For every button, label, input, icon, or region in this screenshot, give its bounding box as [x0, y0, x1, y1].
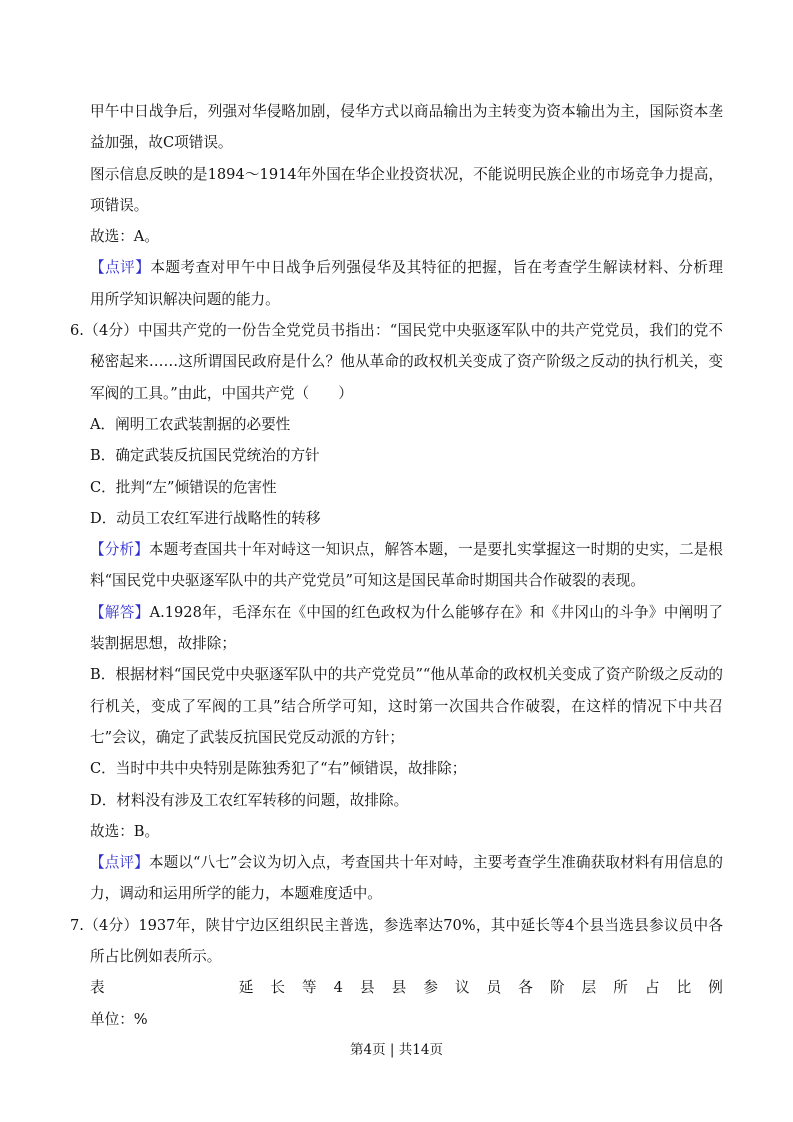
line-text: 项错误。 — [90, 196, 149, 214]
line-text: C．批判“左”倾错误的危害性 — [90, 478, 277, 496]
line-text: A.1928年，毛泽东在《中国的红色政权为什么能够存在》和《井冈山的斗争》中阐明了 — [149, 603, 723, 621]
caption-char: 县 — [360, 979, 375, 997]
text-line — [90, 346, 723, 377]
text-line — [90, 659, 723, 690]
caption-char: 阶 — [549, 979, 565, 997]
text-line — [90, 878, 723, 909]
line-text: 7.（4分）1937年，陕甘宁边区组织民主普选，参选率达70%，其中延长等4个县当选县参议员中各 — [70, 916, 723, 934]
line-text: 用所学知识解决问题的能力。 — [90, 290, 280, 308]
text-line — [90, 785, 723, 816]
line-text: D．材料没有涉及工农红军转移的问题，故排除。 — [90, 791, 409, 809]
text-line — [90, 378, 723, 409]
line-text: B．确定武装反抗国民党统治的方针 — [90, 447, 320, 465]
caption-char: 比 — [676, 979, 692, 997]
section-tag: 【分析】 — [90, 541, 149, 559]
text-line — [90, 472, 723, 503]
text-line — [90, 597, 723, 628]
line-text: 本题考查对甲午中日战争后列强侵华及其特征的把握，旨在考查学生解读材料、分析理 — [150, 259, 723, 277]
caption-char: 占 — [644, 979, 660, 997]
text-line — [90, 190, 723, 221]
section-tag: 【解答】 — [90, 603, 150, 621]
line-text: 料“国民党中央驱逐军队中的共产党党员”可知这是国民革命时期国共合作破裂的表现。 — [90, 572, 645, 590]
unit-label: 单位：% — [90, 1010, 148, 1028]
text-line — [90, 847, 723, 878]
line-text: A．阐明工农武装割据的必要性 — [90, 415, 291, 433]
line-text: 益加强，故C项错误。 — [90, 134, 233, 152]
text-line — [90, 440, 723, 471]
line-text: 力，调动和运用所学的能力，本题难度适中。 — [90, 885, 382, 903]
caption-char: 4 — [333, 979, 343, 997]
caption-char: 长 — [270, 979, 285, 997]
table-caption — [90, 972, 723, 1003]
line-text: C．当时中共中央特别是陈独秀犯了“右”倾错误，故排除； — [90, 760, 467, 778]
text-line — [90, 221, 723, 252]
text-line — [90, 284, 723, 315]
text-line — [90, 159, 723, 190]
line-text: 6.（4分）中国共产党的一份告全党党员书指出：“国民党中央驱逐军队中的共产党党员，我们的党不 — [70, 322, 723, 340]
line-text: D．动员工农红军进行战略性的转移 — [90, 509, 321, 527]
line-text: 军阀的工具。”由此，中国共产党（ ） — [90, 384, 353, 402]
line-text: 行机关，变成了军阀的工具”结合所学可知，这时第一次国共合作破裂，在这样的情况下中共召 — [90, 697, 723, 715]
caption-prefix: 表 — [90, 979, 105, 997]
text-line — [90, 691, 723, 722]
section-tag: 【点评】 — [90, 854, 149, 872]
page-footer: 第4页 | 共14页 — [350, 1042, 443, 1058]
line-text: 所占比例如表所示。 — [90, 948, 222, 966]
line-text: 图示信息反映的是1894～1914年外国在华企业投资状况，不能说明民族企业的市场竞争力提高， — [90, 165, 723, 183]
text-line — [90, 722, 723, 753]
line-text: 装割据思想，故排除； — [90, 635, 236, 653]
caption-char: 员 — [486, 979, 502, 997]
line-text: B．根据材料“国民党中央驱逐军队中的共产党党员”“他从革命的政权机关变成了资产阶级之反动的 — [90, 666, 723, 684]
text-line — [90, 252, 723, 283]
caption-char: 所 — [613, 979, 628, 997]
caption-char: 例 — [708, 979, 723, 997]
text-line — [90, 816, 723, 847]
line-text: 故选：B。 — [90, 822, 160, 840]
caption-char: 层 — [581, 979, 597, 997]
text-line — [90, 753, 723, 784]
caption-char: 延 — [238, 979, 254, 997]
text-line — [90, 941, 723, 972]
spacer — [122, 972, 222, 1003]
line-text: 甲午中日战争后，列强对华侵略加剧，侵华方式以商品输出为主转变为资本输出为主，国际资本垄 — [90, 103, 723, 120]
caption-char: 各 — [518, 979, 533, 997]
line-text: 故选：A。 — [90, 228, 159, 246]
line-text: 秘密起来……这所谓国民政府是什么？他从革命的政权机关变成了资产阶级之反动的执行机关，变 — [90, 353, 723, 371]
caption-char: 等 — [302, 979, 317, 997]
text-line — [90, 628, 723, 659]
text-line — [90, 534, 723, 565]
text-line — [90, 503, 723, 534]
line-text: 本题以“八七”会议为切入点，考查国共十年对峙，主要考查学生准确获取材料有用信息的 — [148, 854, 723, 872]
text-line — [90, 96, 723, 127]
section-tag: 【点评】 — [90, 259, 151, 277]
line-text: 本题考查国共十年对峙这一知识点，解答本题，一是要扎实掌握这一时期的史实，二是根 — [148, 541, 723, 559]
caption-char: 县 — [391, 979, 407, 997]
text-line — [90, 409, 723, 440]
text-line — [70, 315, 723, 346]
caption-char: 参 — [423, 979, 438, 997]
text-line — [90, 127, 723, 158]
text-line — [70, 910, 723, 941]
caption-char: 议 — [454, 979, 470, 997]
text-line — [90, 565, 723, 596]
document-body — [0, 96, 793, 1035]
line-text: 七”会议，确定了武装反抗国民党反动派的方针； — [90, 728, 404, 746]
